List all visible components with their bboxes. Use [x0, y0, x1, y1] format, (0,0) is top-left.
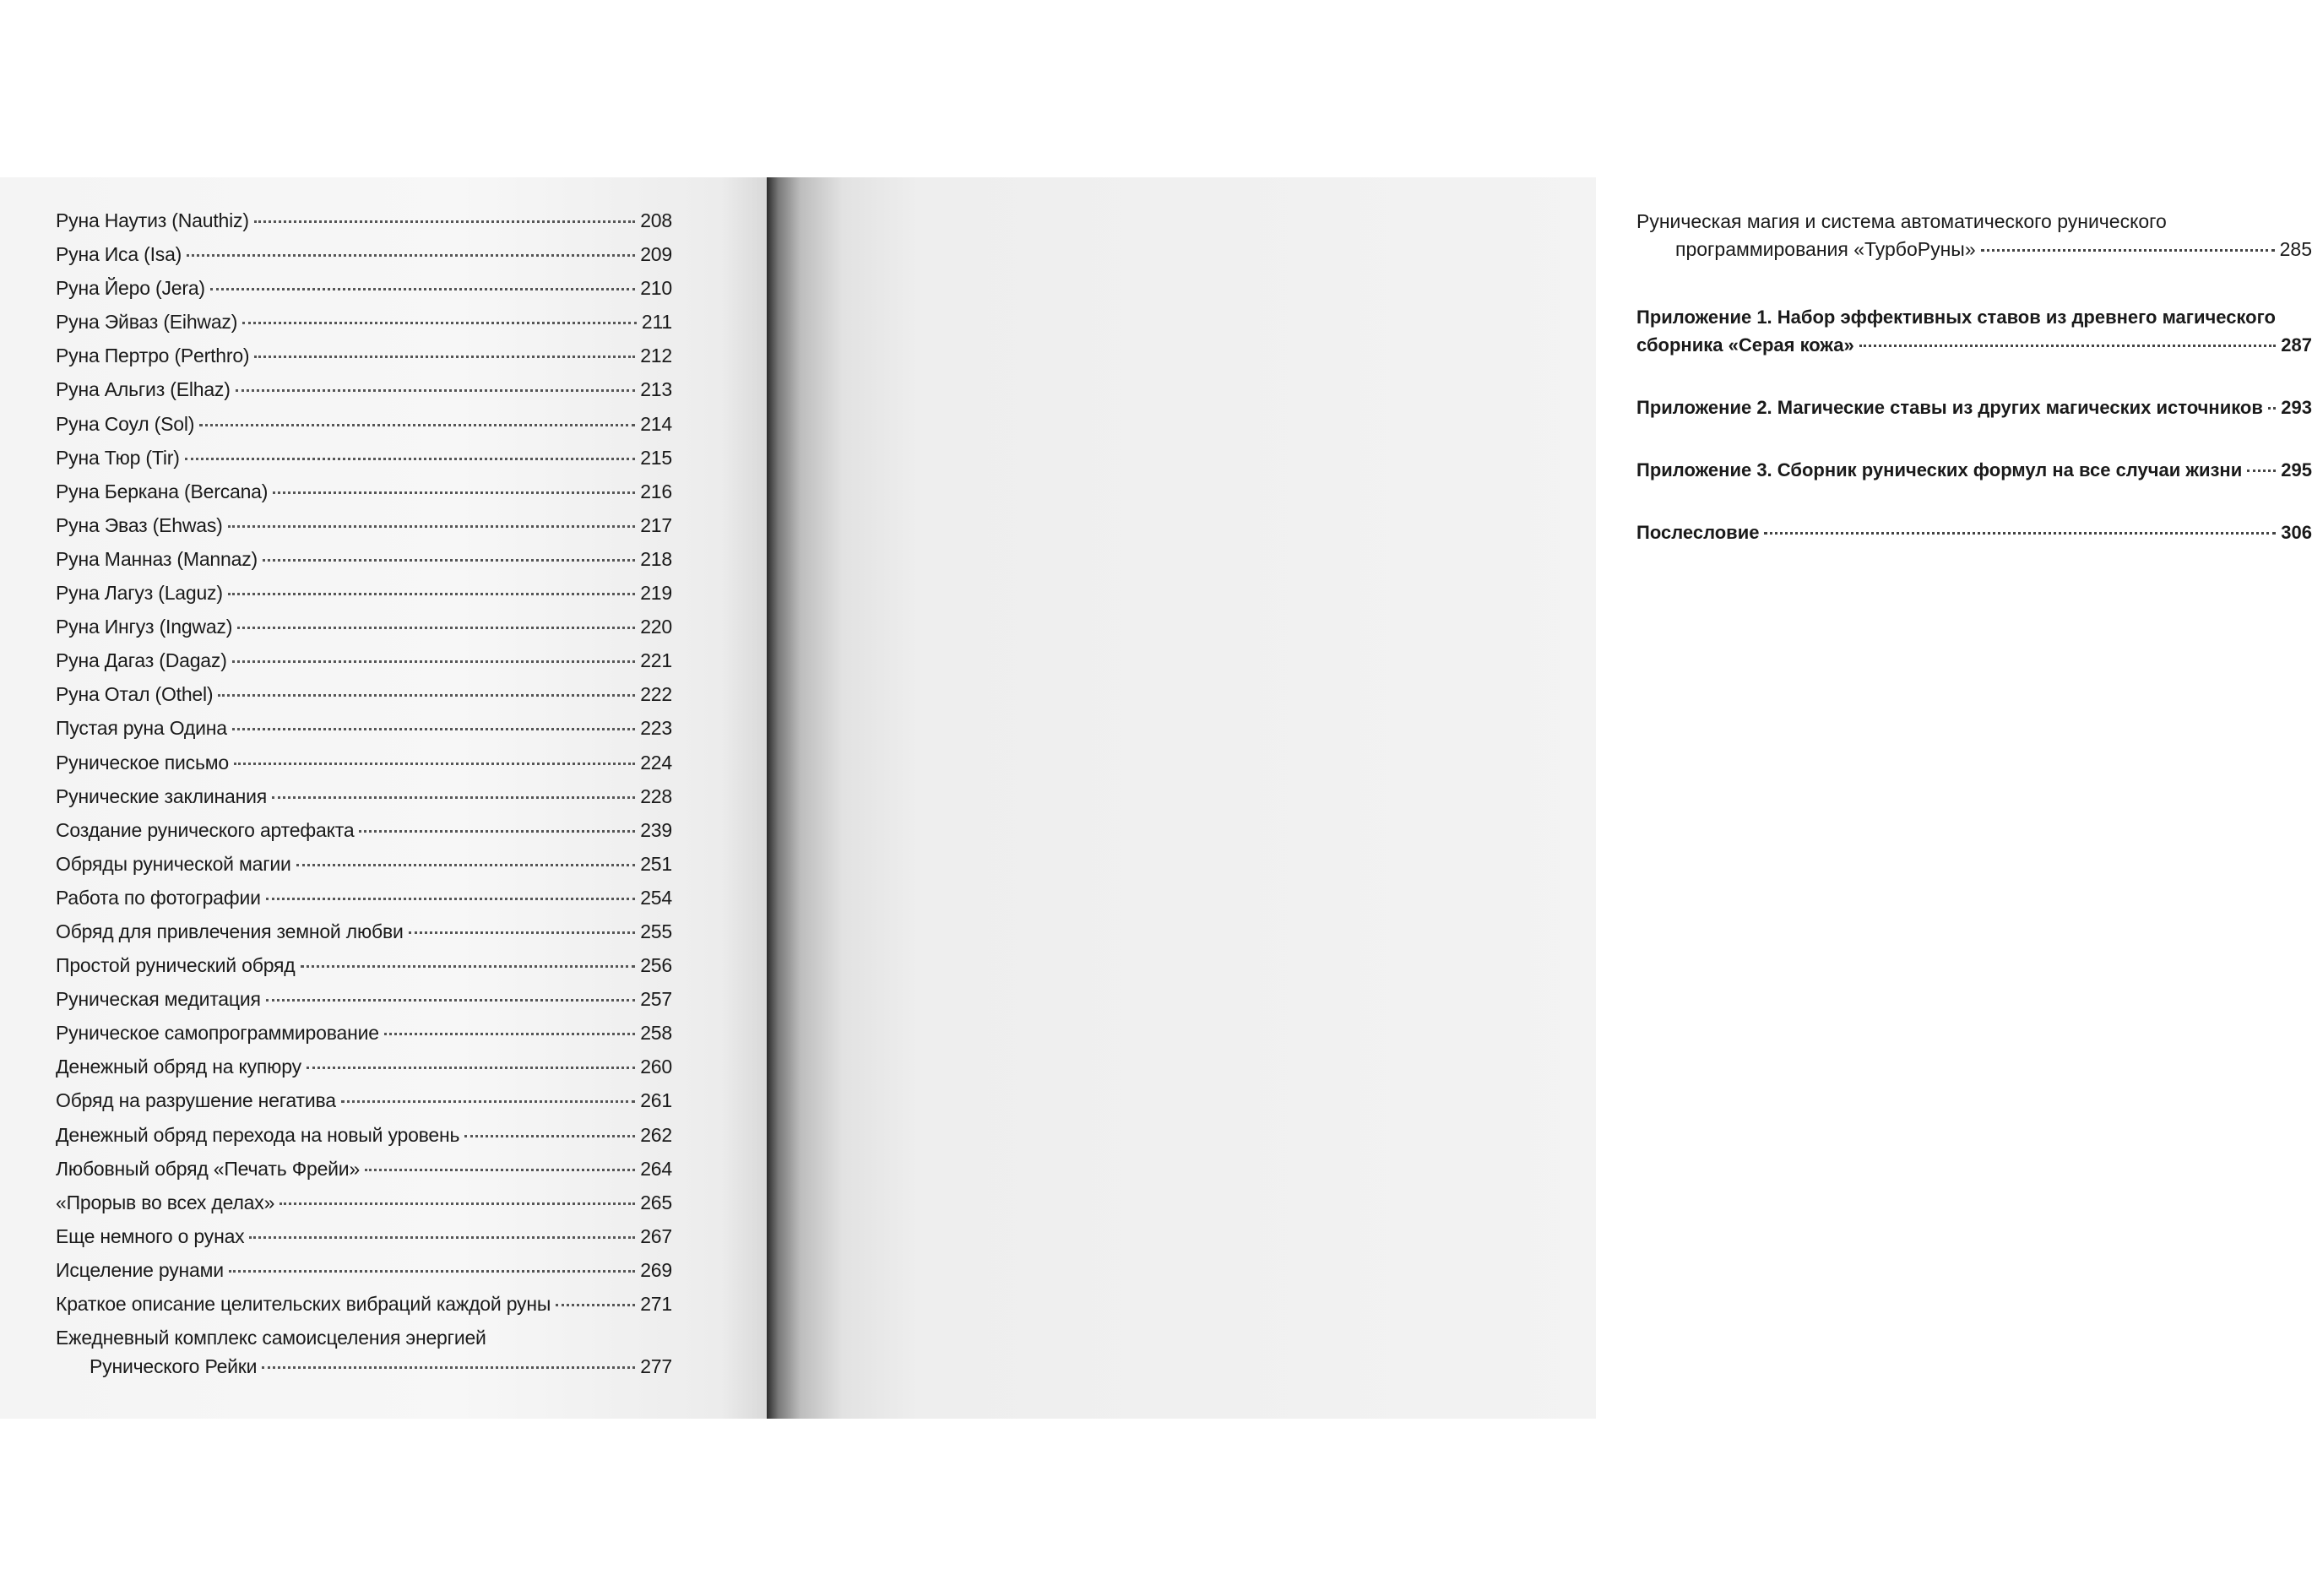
toc-entry: [56, 988, 672, 1022]
toc-entry-page: 224: [640, 751, 672, 774]
dot-leader: [228, 525, 636, 528]
toc-entry-page: 219: [640, 582, 672, 605]
toc-entry-page: 306: [2281, 522, 2312, 543]
dot-leader: [2247, 470, 2276, 472]
toc-entry-title: Руна Йеро (Jera): [56, 277, 205, 300]
toc-entry-page: 262: [640, 1123, 672, 1146]
toc-entry: [56, 378, 672, 412]
dot-leader: [234, 763, 635, 765]
toc-entry: [56, 785, 672, 819]
toc-entry-page: 264: [640, 1157, 672, 1180]
dot-leader: [242, 322, 637, 324]
toc-entry-page: 257: [640, 988, 672, 1011]
left-page: [0, 177, 767, 1419]
toc-entry-title: Создание рунического артефакта: [56, 818, 355, 841]
dot-leader: [236, 389, 636, 392]
toc-entry-title: Руна Эваз (Ehwas): [56, 513, 223, 536]
dot-leader: [296, 864, 636, 866]
toc-entry-title: Руническое письмо: [56, 751, 229, 774]
toc-entry: [56, 1022, 672, 1056]
toc-entry: [56, 920, 672, 954]
toc-entry-title-line2: сборника «Серая кожа»: [1636, 334, 1854, 356]
toc-entry-page: 239: [640, 818, 672, 841]
book-spread: [0, 177, 2312, 1419]
toc-entry: [56, 1124, 672, 1158]
dot-leader: [232, 660, 636, 663]
dot-leader: [556, 1304, 635, 1306]
dot-leader: [210, 288, 635, 290]
dot-leader: [232, 728, 635, 730]
toc-entry-page: 218: [640, 547, 672, 570]
toc-entry-page: 287: [2281, 334, 2312, 356]
toc-entry-page: 269: [640, 1258, 672, 1281]
toc-entry: [56, 1089, 672, 1123]
toc-entry: [56, 1158, 672, 1192]
toc-entry-page: 223: [640, 717, 672, 740]
toc-entry-page: 251: [640, 852, 672, 875]
toc-entry: [56, 548, 672, 582]
toc-entry: [56, 752, 672, 785]
toc-entry-page: 285: [2279, 238, 2312, 260]
toc-entry-title: Руна Отал (Othel): [56, 683, 214, 706]
toc-entry: [56, 413, 672, 447]
toc-entry-title: Руна Дагаз (Dagaz): [56, 649, 227, 672]
toc-entry-title: Руна Эйваз (Eihwaz): [56, 311, 238, 334]
toc-entry: [56, 1192, 672, 1225]
toc-entry-title: Работа по фотографии: [56, 886, 261, 909]
toc-entry-appendix-2: [1636, 397, 2312, 431]
toc-entry-title-line1: Руническая магия и система автоматического рунического: [1636, 210, 2167, 232]
toc-entry: [56, 616, 672, 649]
toc-entry: [56, 853, 672, 887]
toc-entry: [56, 1355, 672, 1389]
dot-leader: [249, 1236, 635, 1239]
toc-entry-title: Руническое самопрограммирование: [56, 1022, 379, 1045]
toc-entry-title: Краткое описание целительских вибраций каждой руны: [56, 1293, 551, 1315]
toc-entry-title-line2: программирования «ТурбоРуны»: [1675, 238, 1976, 260]
toc-entry-title: Руна Ингуз (Ingwaz): [56, 616, 233, 638]
toc-entry-title: Еще немного о рунах: [56, 1224, 245, 1247]
toc-entry: [56, 649, 672, 683]
toc-entry-title: Пустая руна Одина: [56, 717, 227, 740]
toc-entry-title: Руна Наутиз (Nauthiz): [56, 209, 249, 231]
dot-leader: [280, 1202, 635, 1205]
toc-entry: [56, 480, 672, 514]
toc-entry-title-line1: Приложение 1. Набор эффективных ставов из древнего магического: [1636, 307, 2276, 328]
toc-entry-page: 260: [640, 1056, 672, 1078]
toc-entry-title: Руна Альгиз (Elhaz): [56, 378, 231, 401]
dot-leader: [1859, 345, 2277, 347]
toc-entry-title: Руна Пертро (Perthro): [56, 345, 250, 367]
toc-entry: [56, 243, 672, 277]
toc-entry-title: Руническая медитация: [56, 988, 261, 1011]
toc-entry-page: 295: [2281, 459, 2312, 480]
toc-entry-page: 212: [640, 345, 672, 367]
toc-entry-title: Денежный обряд перехода на новый уровень: [56, 1123, 460, 1146]
toc-entry-page: 209: [640, 243, 672, 266]
toc-entry: [56, 819, 672, 853]
dot-leader: [218, 694, 635, 697]
toc-entry-page: 271: [640, 1293, 672, 1315]
toc-entry-afterword: [1636, 522, 2312, 556]
toc-entry-page: 228: [640, 784, 672, 807]
toc-entry-page: 255: [640, 920, 672, 942]
dot-leader: [185, 458, 636, 460]
toc-entry-page: 277: [640, 1355, 672, 1378]
toc-entry-page: 261: [640, 1089, 672, 1112]
toc-entry-title-line2: Рунического Рейки: [90, 1355, 258, 1378]
toc-entry-title: Любовный обряд «Печать Фрейи»: [56, 1157, 361, 1180]
toc-entry: [56, 683, 672, 717]
dot-leader: [237, 627, 635, 629]
toc-entry: [56, 717, 672, 751]
toc-entry: [56, 277, 672, 311]
toc-entry-title: Обряды рунической магии: [56, 852, 291, 875]
toc-entry: [56, 1259, 672, 1293]
toc-entry-title: Простой рунический обряд: [56, 954, 296, 977]
toc-entry-page: 267: [640, 1224, 672, 1247]
dot-leader: [341, 1100, 635, 1103]
dot-leader: [464, 1135, 635, 1137]
toc-entry: [56, 1225, 672, 1259]
dot-leader: [307, 1067, 635, 1069]
toc-entry-page: 265: [640, 1191, 672, 1213]
dot-leader: [228, 593, 635, 595]
toc-entry: [56, 582, 672, 616]
dot-leader: [187, 254, 635, 257]
table-of-contents-left: [56, 209, 672, 1389]
toc-entry-title-line1: [56, 1327, 672, 1355]
dot-leader: [263, 559, 635, 562]
toc-entry-page: 211: [641, 311, 672, 334]
toc-entry-title: «Прорыв во всех делах»: [56, 1191, 275, 1213]
dot-leader: [301, 965, 636, 968]
toc-entry-page: 258: [640, 1022, 672, 1045]
toc-entry: [56, 311, 672, 345]
dot-leader: [1981, 249, 2275, 252]
dot-leader: [2268, 407, 2276, 410]
toc-entry-page: 221: [640, 649, 672, 672]
toc-entry: [56, 1293, 672, 1327]
toc-entry-title: Руна Лагуз (Laguz): [56, 582, 223, 605]
toc-entry-page: 216: [640, 480, 672, 502]
dot-leader: [384, 1033, 635, 1035]
toc-entry: [56, 447, 672, 480]
toc-entry-page: 213: [640, 378, 672, 401]
toc-entry-title: Руна Беркана (Bercana): [56, 480, 269, 502]
toc-entry: [56, 1056, 672, 1089]
toc-entry: [56, 209, 672, 243]
toc-entry-page: 256: [640, 954, 672, 977]
toc-entry-appendix-1: [1636, 301, 2312, 368]
toc-entry-page: 220: [640, 616, 672, 638]
toc-entry: [56, 514, 672, 548]
dot-leader: [254, 220, 635, 223]
toc-entry-title: Руна Иса (Isa): [56, 243, 182, 266]
toc-entry-appendix-3: [1636, 459, 2312, 493]
toc-entry: [56, 345, 672, 378]
toc-entry-title: Денежный обряд на купюру: [56, 1056, 301, 1078]
toc-entry-title: Исцеление рунами: [56, 1258, 224, 1281]
dot-leader: [272, 796, 635, 799]
dot-leader: [409, 931, 636, 934]
toc-entry-title: Руна Тюр (Tir): [56, 446, 180, 469]
toc-entry-page: 208: [640, 209, 672, 231]
dot-leader: [1764, 532, 2276, 535]
dot-leader: [266, 898, 635, 900]
toc-entry-page: 214: [640, 412, 672, 435]
dot-leader: [262, 1366, 635, 1369]
right-page: [767, 177, 2312, 1419]
toc-entry-page: 254: [640, 886, 672, 909]
toc-entry-page: 293: [2281, 397, 2312, 418]
toc-entry-title: Послесловие: [1636, 522, 1760, 543]
toc-entry-title: Руна Манназ (Mannaz): [56, 547, 258, 570]
toc-entry-page: 210: [640, 277, 672, 300]
dot-leader: [199, 424, 635, 426]
toc-entry-title: Руна Соул (Sol): [56, 412, 195, 435]
toc-entry-page: 217: [640, 513, 672, 536]
toc-entry: [56, 954, 672, 988]
dot-leader: [365, 1169, 635, 1171]
dot-leader: [359, 830, 635, 833]
dot-leader: [273, 491, 635, 494]
toc-entry-turboruny: [1636, 204, 2312, 272]
dot-leader: [266, 999, 635, 1002]
dot-leader: [254, 356, 635, 358]
toc-entry-page: 222: [640, 683, 672, 706]
toc-entry-title: Ежедневный комплекс самоисцеления энергией: [56, 1327, 486, 1349]
toc-entry-title: Рунические заклинания: [56, 784, 267, 807]
toc-entry-title: Приложение 3. Сборник рунических формул на все случаи жизни: [1636, 459, 2243, 480]
toc-entry: [56, 887, 672, 920]
table-of-contents-right: [1636, 204, 2312, 584]
dot-leader: [229, 1270, 635, 1273]
toc-entry-title: Приложение 2. Магические ставы из других магических источников: [1636, 397, 2263, 418]
toc-entry-title: Обряд для привлечения земной любви: [56, 920, 404, 942]
toc-entry-title: Обряд на разрушение негатива: [56, 1089, 336, 1112]
toc-entry-page: 215: [640, 446, 672, 469]
